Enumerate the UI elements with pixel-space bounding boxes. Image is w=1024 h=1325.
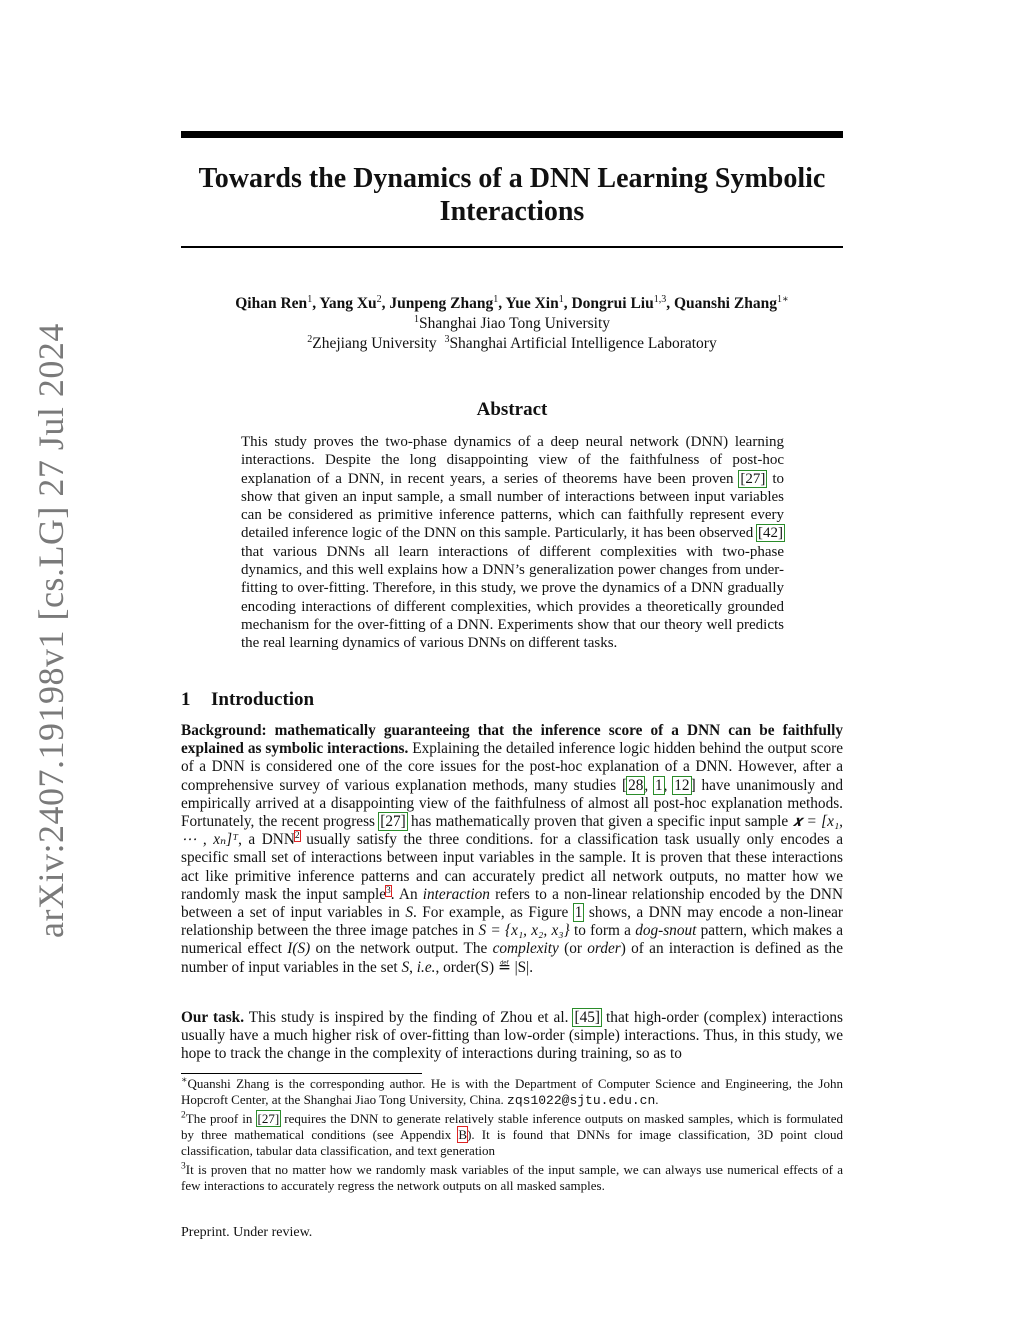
abstract-text-part: This study proves the two-phase dynamics of a deep neural network (DNN) learning interactions. Despite the long disappointing view of the faithfulness of post-hoc explanation of a DNN, in recent years, a series of theorems have been proven	[241, 434, 784, 487]
author-name: Quanshi Zhang	[673, 295, 777, 312]
paragraph-text: pattern, which makes a numerical effect	[181, 922, 843, 958]
citation-link[interactable]: 12	[674, 776, 690, 794]
paragraph-text: . An	[390, 885, 423, 903]
footnote-mark: 2	[181, 1110, 186, 1121]
affiliation-sjtu: Shanghai Jiao Tong University	[418, 315, 611, 332]
paragraph-text: shows, a DNN may encode a non-linear relationship between the three image patches in	[181, 904, 844, 940]
paragraph-text: This study is inspired by the finding of Zhou et al.	[244, 1009, 574, 1026]
author-affiliation-mark: 2	[376, 293, 382, 305]
author-affiliation-mark: 1,3	[653, 293, 667, 305]
paper-title	[181, 162, 843, 228]
abstract-text-part: to show that given an input sample, a small number of interactions between input variables can be considered as primitive inference patterns, which can faithfully represent every detailed inference logic of the DNN on this sample. Particularly, it has been observed	[241, 470, 785, 542]
affiliation-line-2	[181, 334, 843, 354]
footnote-text: The proof in	[185, 1111, 257, 1126]
title-top-rule	[181, 131, 843, 138]
citation-link[interactable]: 1	[654, 776, 663, 794]
emphasis-text: order	[587, 940, 621, 958]
abstract-heading: Abstract	[476, 399, 548, 420]
title-line-1: Towards the Dynamics of a DNN Learning Symbolic	[198, 163, 826, 194]
paragraph-text: (or	[558, 940, 588, 958]
section-number: 1	[181, 689, 191, 710]
paragraph-text: ,	[409, 958, 417, 976]
author-separator: ,	[312, 295, 320, 312]
footnote-text: .	[655, 1092, 659, 1107]
paragraph-text: to form a	[569, 922, 636, 940]
emphasis-text: dog-snout	[635, 922, 697, 940]
paragraph-text: ] have unanimously and empirically arrived at a disappointing view of the faithfulness of almost all post-hoc explanation methods. Fortunately, the recent progress	[181, 776, 844, 831]
math-order-definition: order(S) ≝ |S|	[443, 958, 530, 976]
emphasis-text: interaction	[422, 885, 490, 903]
paragraph-text: on the network output. The	[310, 940, 493, 958]
math-set: S	[401, 958, 410, 976]
section-title: Introduction	[211, 689, 315, 710]
emphasis-text: complexity	[492, 940, 559, 958]
footnote-text: ). It is found that DNNs for image classification, 3D point cloud classification, tabular data classification, and text generation	[181, 1127, 843, 1158]
author-name: Dongrui Liu	[571, 295, 654, 312]
paragraph-text: Explaining the detailed inference logic hidden behind the output score of a DNN is considered one of the core issues for the post-hoc explanation of a DNN. However, after a comprehensive survey of various explanation methods, many studies [	[181, 740, 843, 794]
citation-link[interactable]: [45]	[574, 1009, 600, 1026]
our-task-paragraph	[181, 1009, 843, 1064]
footnote-text: Quanshi Zhang is the corresponding author. He is with the Department of Computer Science and Engineering, the John Hopcroft Center, at the Shanghai Jiao Tong University, China.	[181, 1076, 843, 1107]
footnote-3	[181, 1162, 843, 1194]
math-set: S	[405, 904, 413, 922]
math-effect: I(S)	[287, 940, 311, 958]
intro-background-paragraph	[181, 722, 843, 977]
figure-ref-link[interactable]: 1	[574, 904, 583, 922]
math-set-definition: S = {x₁, x₂, x₃}	[478, 922, 570, 940]
footnote-mark: ∗	[181, 1075, 188, 1086]
paragraph-text: has mathematically proven that given a specific input sample	[406, 813, 793, 831]
citation-link[interactable]: [27]	[257, 1111, 280, 1126]
affiliation-zju: Zhejiang University	[312, 335, 437, 352]
footnote-mark: 3	[181, 1161, 186, 1172]
abstract-text-part: that various DNNs all learn interactions of different complexities with two-phase dynamics, and this well explains how a DNN’s generalization power changes from under-fitting to over-fitting. Therefore, in this study, we prove the dynamics of a DNN gradually encoding interactions of different complexities, which provides a theoretically grounded mechanism for the over-fitting of a DNN. Experiments show that our theory well predicts the real learning dynamics of various DNNs on different tasks.	[241, 543, 784, 652]
paragraph-lead: Our task.	[181, 1009, 245, 1026]
title-line-2: Interactions	[439, 196, 585, 227]
footnote-text: It is proven that no matter how we randomly mask variables of the input sample, we can always use numerical effects of a few interactions to accurately regress the network outputs on all masked samples.	[181, 1162, 843, 1193]
abstract-text	[241, 433, 784, 653]
paragraph-text: ,	[644, 776, 654, 794]
author-affiliation-mark: 1	[307, 293, 313, 305]
author-name: Yue Xin	[505, 295, 559, 312]
author-list	[181, 294, 843, 314]
footnote-2	[181, 1111, 843, 1159]
paragraph-text: . For example, as Figure	[413, 904, 574, 922]
author-separator: ,	[666, 295, 674, 312]
author-affiliation-mark: 1∗	[776, 293, 789, 305]
citation-link[interactable]: [27]	[380, 813, 406, 831]
author-affiliation-mark: 1	[493, 293, 499, 305]
author-affiliation-mark: 1	[558, 293, 564, 305]
footnote-text: requires the DNN to generate relatively stable inference outputs on masked samples, which is formulated by three mathematical conditions (see Appendix	[181, 1111, 843, 1142]
citation-link[interactable]: 28	[628, 776, 644, 794]
author-block	[181, 294, 843, 354]
affiliation-shlab: Shanghai Artificial Intelligence Laboratory	[449, 335, 717, 352]
paragraph-lead: Background: mathematically guaranteeing that the inference score of a DNN can be faithfully explained as symbolic interactions.	[181, 722, 843, 758]
paragraph-text: usually satisfy the three conditions. for a classification task usually only encodes a specific small set of interactions between input variables in the sample. It is proven that these interactions act like primitive inference patterns and can accurately predict all network outputs, no matter how we randomly mask the input sample	[181, 831, 844, 903]
section-heading-introduction	[181, 689, 314, 711]
affiliation-mark: 2	[307, 333, 313, 345]
affiliation-line-1	[181, 314, 843, 334]
footnote-rule	[181, 1073, 422, 1074]
footnote-ref-link[interactable]: 3	[386, 885, 391, 896]
footnote-1	[181, 1076, 843, 1109]
author-separator: ,	[498, 295, 506, 312]
paragraph-text: , a DNN	[238, 831, 295, 849]
paragraph-text: ,	[663, 776, 674, 794]
author-name: Junpeng Zhang	[389, 295, 494, 312]
paragraph-text: that high-order (complex) interactions usually have a much higher risk of over-fitting than low-order (simple) interactions. Thus, in this study, we hope to track the change in the complexity of interactions during training, so as to	[181, 1009, 843, 1063]
paragraph-text: .	[529, 958, 534, 976]
author-separator: ,	[563, 295, 572, 312]
footnote-ref-link[interactable]: 2	[294, 831, 300, 842]
paragraph-text: refers to a non-linear relationship encoded by the DNN between a set of input variables in	[181, 885, 843, 922]
author-name: Yang Xu	[319, 295, 377, 312]
citation-link[interactable]: [27]	[740, 470, 766, 487]
appendix-ref-link[interactable]: B	[458, 1127, 468, 1142]
math-input-sample: 𝒙 = [x₁, ⋯ , xₙ]ᵀ	[181, 813, 843, 849]
preprint-notice: Preprint. Under review.	[181, 1225, 313, 1240]
affiliation-mark: 3	[444, 333, 450, 345]
title-bottom-rule	[181, 246, 843, 248]
paragraph-text: ) of an interaction is defined as the number of input variables in the set	[181, 940, 843, 976]
author-email: zqs1022@sjtu.edu.cn	[507, 1093, 656, 1108]
paragraph-text: ,	[435, 958, 444, 976]
author-name: Qihan Ren	[235, 295, 308, 312]
affiliation-mark: 1	[413, 313, 419, 325]
author-separator: ,	[381, 295, 390, 312]
arxiv-identifier-stamp: arXiv:2407.19198v1 [cs.LG] 27 Jul 2024	[31, 323, 71, 938]
emphasis-text: i.e.	[416, 958, 436, 976]
citation-link[interactable]: [42]	[758, 525, 783, 542]
